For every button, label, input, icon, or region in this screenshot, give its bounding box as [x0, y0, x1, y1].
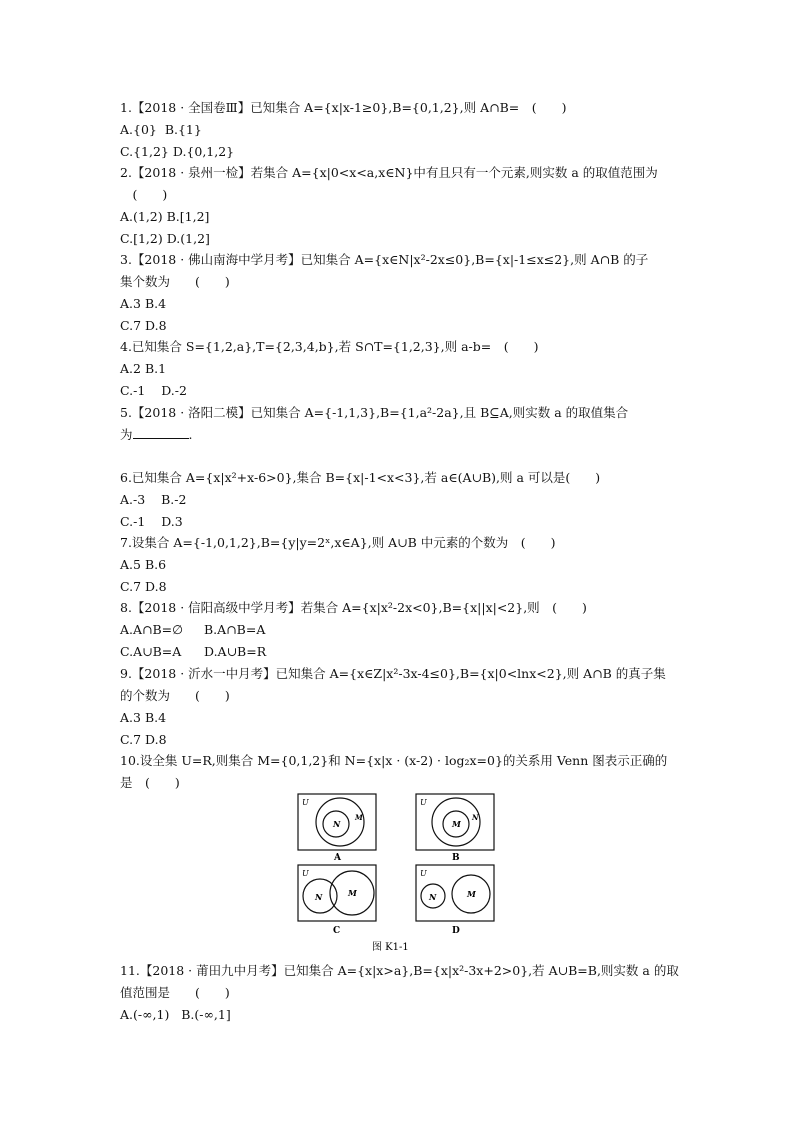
q8-option-a: A.A∩B=∅	[120, 622, 184, 637]
q6-option-a: A.-3	[120, 492, 146, 507]
q6-options-row1	[120, 491, 680, 509]
q3-options-row1	[120, 295, 680, 313]
q11-stem: 11.【2018 · 莆田九中月考】已知集合 A={x|x>a},B={x|x²-3x+2>0},若 A∪B=B,则实数 a 的取	[120, 963, 679, 978]
venn-d-n-label: N	[429, 892, 437, 902]
venn-option-d	[416, 865, 494, 936]
q8-stem: 8.【2018 · 信阳高级中学月考】若集合 A={x|x²-2x<0},B={x||x|<2},则 ( )	[120, 600, 587, 615]
q10-stem: 10.设全集 U=R,则集合 M={0,1,2}和 N={x|x · (x-2) · log₂x=0}的关系用 Venn 图表示正确的	[120, 753, 668, 768]
venn-a-m-label: M	[355, 813, 363, 822]
q7-option-c: C.7	[120, 579, 142, 594]
q4-option-d: D.-2	[161, 383, 187, 398]
venn-a-n-label: N	[333, 819, 341, 829]
q8-option-b: B.A∩B=A	[204, 622, 266, 637]
venn-d-universe-rect	[416, 865, 494, 921]
q7-options-row2	[120, 578, 680, 596]
venn-label-a: A	[334, 853, 341, 863]
venn-caption: 图 K1-1	[372, 942, 409, 953]
q11-option-b: B.(-∞,1]	[181, 1007, 231, 1022]
q7-option-b: B.6	[144, 557, 167, 572]
q4-option-c: C.-1	[120, 383, 146, 398]
q11-stem-cont: 值范围是 ( )	[120, 985, 230, 1000]
q1-option-c: C.{1,2}	[120, 144, 169, 159]
q1-option-a: A.{0}	[120, 122, 157, 137]
q2-option-c: C.[1,2)	[120, 231, 163, 246]
q3-option-c: C.7	[120, 318, 142, 333]
venn-label-d: D	[452, 926, 460, 936]
venn-b-u-label: U	[420, 798, 427, 807]
venn-option-b	[416, 794, 494, 863]
q2-stem: 2.【2018 · 泉州一检】若集合 A={x|0<x<a,x∈N}中有且只有一个元素,则实数 a 的取值范围为	[120, 165, 658, 180]
q5-stem: 5.【2018 · 洛阳二模】已知集合 A={-1,1,3},B={1,a²-2a},且 B⊆A,则实数 a 的取值集合	[120, 405, 629, 420]
q4-stem: 4.已知集合 S={1,2,a},T={2,3,4,b},若 S∩T={1,2,3},则 a-b= ( )	[120, 339, 539, 354]
q3-stem: 3.【2018 · 佛山南海中学月考】已知集合 A={x∈N|x²-2x≤0},B={x|-1≤x≤2},则 A∩B 的子	[120, 252, 649, 267]
q9-options-row2	[120, 731, 680, 749]
venn-b-m-label: M	[452, 819, 461, 829]
q3-option-a: A.3	[120, 296, 141, 311]
q11-options-row1	[120, 1006, 680, 1024]
venn-figure	[296, 793, 496, 953]
venn-a-u-label: U	[302, 798, 309, 807]
q8-option-c: C.A∪B=A	[120, 644, 182, 659]
venn-label-b: B	[452, 853, 460, 863]
q10-stem-cont: 是 ( )	[120, 775, 180, 790]
q2-stem-cont: ( )	[120, 187, 168, 202]
q11-option-a: A.(-∞,1)	[120, 1007, 170, 1022]
venn-d-u-label: U	[420, 869, 427, 878]
q8-options-row2	[120, 643, 680, 661]
venn-b-n-label: N	[472, 813, 479, 822]
q5-answer-blank[interactable]	[133, 426, 189, 439]
q2-option-b: B.[1,2]	[166, 209, 210, 224]
q6-option-c: C.-1	[120, 514, 146, 529]
q1-option-b: B.{1}	[164, 122, 202, 137]
q8-option-d: D.A∪B=R	[204, 644, 267, 659]
q9-stem: 9.【2018 · 沂水一中月考】已知集合 A={x∈Z|x²-3x-4≤0},B={x|0<lnx<2},则 A∩B 的真子集	[120, 666, 666, 681]
q9-option-a: A.3	[120, 710, 141, 725]
venn-d-m-label: M	[467, 889, 476, 899]
venn-c-u-label: U	[302, 869, 309, 878]
q6-option-d: D.3	[161, 514, 183, 529]
q1-options-row1	[120, 121, 680, 139]
q4-options-row1	[120, 360, 680, 378]
q9-stem-cont: 的个数为 ( )	[120, 688, 230, 703]
venn-c-n-label: N	[315, 892, 323, 902]
q3-option-b: B.4	[144, 296, 167, 311]
q3-stem-cont: 集个数为 ( )	[120, 274, 230, 289]
q7-stem: 7.设集合 A={-1,0,1,2},B={y|y=2ˣ,x∈A},则 A∪B 中元素的个数为 ( )	[120, 535, 556, 550]
q5-stem-cont: 为 .	[120, 427, 193, 442]
q6-stem: 6.已知集合 A={x|x²+x-6>0},集合 B={x|-1<x<3},若 a∈(A∪B),则 a 可以是( )	[120, 470, 601, 485]
q1-options-row2	[120, 143, 680, 161]
q6-options-row2	[120, 513, 680, 531]
q1-stem: 1.【2018 · 全国卷Ⅲ】已知集合 A={x|x-1≥0},B={0,1,2},则 A∩B= ( )	[120, 100, 567, 115]
q7-option-d: D.8	[145, 579, 167, 594]
venn-option-c	[298, 865, 376, 936]
q9-option-c: C.7	[120, 732, 142, 747]
q4-options-row2	[120, 382, 680, 400]
q1-option-d: D.{0,1,2}	[172, 144, 235, 159]
q3-options-row2	[120, 317, 680, 335]
q2-option-d: D.(1,2]	[166, 231, 210, 246]
q8-options-row1	[120, 621, 680, 639]
venn-option-a	[298, 794, 376, 863]
q7-options-row1	[120, 556, 680, 574]
q4-option-b: B.1	[144, 361, 167, 376]
q7-option-a: A.5	[120, 557, 141, 572]
q6-option-b: B.-2	[161, 492, 187, 507]
venn-label-c: C	[333, 926, 341, 936]
q2-option-a: A.(1,2)	[120, 209, 163, 224]
q2-options-row2	[120, 230, 680, 248]
q2-options-row1	[120, 208, 680, 226]
q9-option-b: B.4	[144, 710, 167, 725]
q3-option-d: D.8	[145, 318, 167, 333]
q9-options-row1	[120, 709, 680, 727]
q9-option-d: D.8	[145, 732, 167, 747]
venn-c-m-label: M	[348, 888, 357, 898]
q4-option-a: A.2	[120, 361, 141, 376]
